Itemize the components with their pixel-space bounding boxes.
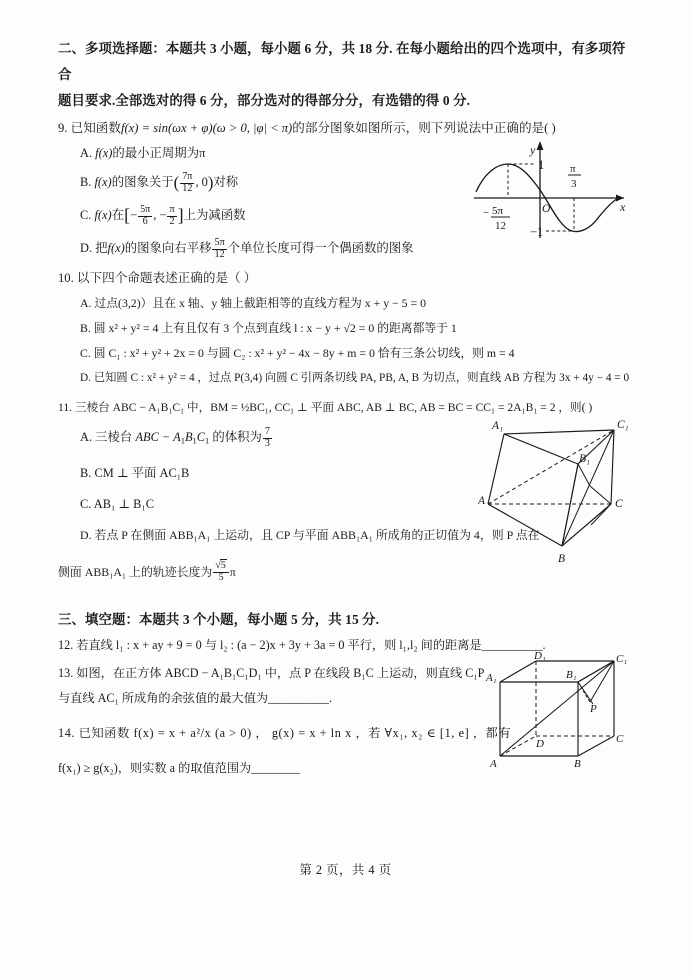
question-9-stem-suffix: 的部分图象如图所示，则下列说法中正确的是( ) bbox=[292, 121, 556, 135]
q11-option-a-b: B bbox=[184, 430, 193, 445]
question-13-number: 13. bbox=[58, 665, 74, 680]
right-tick-numerator: π bbox=[570, 163, 576, 175]
question-12-number: 12. bbox=[58, 637, 74, 652]
q11-option-d-label: D. bbox=[80, 527, 92, 542]
q11-option-d-tail: π bbox=[229, 564, 236, 579]
question-14-number: 14. bbox=[58, 725, 76, 740]
q11-option-d-line-2-text: 侧面 ABB₁A₁ 上的轨迹长度为 bbox=[58, 564, 213, 579]
q11-option-d-fraction: $\frac{√5}{5}$ bbox=[213, 561, 229, 583]
option-c-text: 在 bbox=[111, 208, 125, 222]
q11-option-c-text: AB₁ ⊥ B₁C bbox=[93, 496, 155, 511]
section-2-heading-line-1: 二、多项选择题：本题共 3 小题，每小题 6 分，共 18 分. 在每小题给出的四个选项中，有多项符合 bbox=[58, 41, 626, 82]
question-14-text-line-2: f(x₁) ≥ g(x₂)，则实数 a 的取值范围为________ bbox=[58, 760, 300, 775]
question-9-number: 9. bbox=[58, 121, 68, 135]
q11-option-b-label: B. bbox=[80, 465, 92, 480]
figure-sine-curve bbox=[468, 126, 640, 242]
option-a-text: 的最小正周期为 bbox=[112, 146, 200, 160]
question-9-stem-body: f(x) = sin(ωx + φ)(ω > 0, |φ| < π) bbox=[120, 121, 293, 135]
q11-sub-2: 1 bbox=[192, 435, 197, 446]
option-a-label: A. bbox=[80, 146, 93, 160]
q11-option-a-abc: ABC − A bbox=[135, 430, 181, 445]
question-10-option-a bbox=[58, 291, 638, 316]
sine-curve-svg bbox=[468, 126, 640, 242]
option-b-label: B. bbox=[80, 175, 92, 189]
vertex-c-label: C bbox=[616, 733, 624, 745]
q10-option-d-text: 已知圆 C : x² + y² = 4 ，过点 P(3,4) 向圆 C 引两条切线 PA, PB, A, B 为切点，则直线 AB 方程为 3x + 4y − 4 = 0 bbox=[93, 372, 630, 385]
question-10-stem-text: 以下四个命题表述正确的是（ ） bbox=[76, 271, 257, 286]
q10-option-d-label: D. bbox=[80, 372, 91, 385]
vertex-a-label: A bbox=[478, 495, 486, 507]
vertex-a1-label: A₁ bbox=[492, 420, 504, 432]
option-b-point: ( bbox=[173, 173, 180, 192]
option-d-fraction: $\frac{5\pi}{12}$ bbox=[214, 237, 225, 261]
q11-option-a-label: A. bbox=[80, 430, 93, 445]
option-b-fx: f(x) bbox=[94, 175, 112, 189]
option-d-label: D. bbox=[80, 241, 93, 256]
option-b-suffix: 对称 bbox=[213, 175, 239, 189]
option-d-text-a: 把 bbox=[95, 241, 108, 256]
option-a-fx: f(x) bbox=[95, 146, 113, 160]
q10-option-b-text: 圆 x² + y² = 4 上有且仅有 3 个点到直线 l : x − y + √2 = 0 的距离都等于 1 bbox=[93, 321, 457, 336]
max-value-label: 1 bbox=[538, 158, 545, 172]
question-13-text-line-1: 如图，在正方体 ABCD − A₁B₁C₁D₁ 中，点 P 在线段 B₁C 上运动，则直线 C₁P bbox=[76, 665, 485, 680]
question-10-option-b bbox=[58, 316, 638, 341]
option-c-bracket-close: ] bbox=[177, 205, 184, 226]
option-c-fx: f(x) bbox=[94, 208, 112, 222]
question-10-option-c bbox=[58, 341, 638, 366]
right-tick-denominator: 3 bbox=[571, 178, 577, 190]
left-tick-denominator: 12 bbox=[495, 220, 506, 232]
option-c-bracket-open: [ bbox=[124, 205, 131, 226]
question-10-stem bbox=[58, 266, 638, 291]
vertex-a-label: A bbox=[490, 758, 497, 770]
min-value-label: −1 bbox=[530, 225, 544, 239]
section-3-heading: 三、填空题：本题共 3 个小题，每小题 5 分，共 15 分. bbox=[58, 611, 380, 627]
vertex-c1-label: C₁ bbox=[616, 653, 628, 665]
q10-option-c-text: 圆 C₁ : x² + y² + 2x = 0 与圆 C₂ : x² + y² − 4x − 8y + m = 0 恰有三条公切线，则 m = 4 bbox=[93, 346, 515, 361]
q11-option-a-text-e: 的体积为 bbox=[209, 430, 262, 445]
sqrt-icon: √5 bbox=[215, 560, 226, 572]
q11-sub-1: 1 bbox=[180, 435, 185, 446]
question-11-stem-text: 三棱台 ABC − A₁B₁C₁ 中，BM = ½BC₁, CC₁ ⊥ 平面 ABC, AB ⊥ BC, AB = BC = CC₁ = 2A₁B₁ = 2 ，则( ) bbox=[74, 401, 593, 415]
cube-svg bbox=[478, 652, 638, 770]
q11-option-a-text-a: 三棱台 bbox=[95, 430, 136, 445]
vertex-d-label: D bbox=[536, 738, 544, 750]
vertex-b-label: B bbox=[574, 758, 581, 770]
figure-cube bbox=[478, 652, 638, 770]
option-d-text-d: 个单位长度可得一个偶函数的图象 bbox=[227, 241, 414, 256]
option-d-fx: f(x) bbox=[107, 241, 125, 256]
question-11-number: 11. bbox=[58, 401, 73, 415]
q11-option-b-text: CM ⊥ 平面 AC₁B bbox=[94, 465, 190, 480]
vertex-b1-label: B₁ bbox=[566, 669, 577, 681]
question-12-text: 若直线 l₁ : x + ay + 9 = 0 与 l₂ : (a − 2)x + 3y + 3a = 0 平行，则 l₁,l₂ 间的距离是__________. bbox=[76, 637, 546, 652]
option-c-frac-right: $\frac{\pi}{2}$ bbox=[169, 204, 175, 227]
vertex-d1-label: D₁ bbox=[534, 652, 546, 662]
q11-option-a-c: C bbox=[196, 430, 206, 445]
option-b-point-tail: , 0 bbox=[195, 175, 208, 189]
question-10-option-d bbox=[58, 366, 638, 391]
axis-y-label: y bbox=[530, 143, 536, 157]
option-c-suffix: 上为减函数 bbox=[183, 208, 246, 222]
q11-option-a-fraction: $\frac{7}{3}$ bbox=[264, 426, 270, 450]
option-d-text-c: 的图象向右平移 bbox=[124, 241, 212, 256]
q11-option-d-line-1: 若点 P 在侧面 ABB₁A₁ 上运动，且 CP 与平面 ABB₁A₁ 所成角的正切值为 4，则 P 点在 bbox=[94, 527, 540, 542]
question-10-number: 10. bbox=[58, 271, 74, 286]
q10-option-a-text: 过点(3,2)）且在 x 轴、y 轴上截距相等的直线方程为 x + y − 5 = 0 bbox=[94, 296, 427, 311]
page-footer: 第 2 页，共 4 页 bbox=[299, 863, 392, 877]
q10-option-c-label: C. bbox=[80, 346, 91, 361]
q10-option-a-label: A. bbox=[80, 296, 92, 311]
q11-option-c-label: C. bbox=[80, 496, 92, 511]
figure-triangular-frustum bbox=[478, 412, 638, 577]
q10-option-b-label: B. bbox=[80, 321, 91, 336]
axis-x-label: x bbox=[620, 200, 626, 214]
question-13-text-line-2: 与直线 AC₁ 所成角的余弦值的最大值为__________. bbox=[58, 690, 333, 705]
option-b-text: 的图象关于 bbox=[111, 175, 174, 189]
vertex-c1-label: C₁ bbox=[617, 419, 629, 431]
option-c-label: C. bbox=[80, 208, 92, 222]
option-c-frac-left: $\frac{5\pi}{6}$ bbox=[140, 204, 151, 227]
left-tick-sign: − bbox=[483, 207, 490, 219]
option-b-point-close: ) bbox=[207, 173, 214, 192]
vertex-b-label: B bbox=[558, 553, 566, 565]
section-2-heading-line-2: 题目要求.全部选对的得 6 分，部分选对的得部分分，有选错的得 0 分. bbox=[58, 93, 471, 108]
q11-sub-3: 1 bbox=[205, 435, 210, 446]
origin-label: O bbox=[542, 203, 551, 215]
question-9-stem-prefix: 已知函数 bbox=[70, 121, 121, 135]
question-9-option-c: C. f(x)在[− $\frac{5\pi}{6}$ , − $\frac{\pi}{2}$ ]上为减函数 bbox=[80, 204, 246, 227]
point-p-label: P bbox=[590, 703, 597, 715]
left-tick-numerator: 5π bbox=[492, 205, 504, 217]
vertex-b1-label: B₁ bbox=[579, 453, 591, 465]
frustum-svg bbox=[478, 412, 638, 577]
vertex-a1-label: A₁ bbox=[486, 672, 497, 684]
vertex-c-label: C bbox=[615, 498, 623, 510]
option-b-fraction: $\frac{7\pi}{12}$ bbox=[182, 171, 193, 194]
question-14-text-line-1: 已知函数 f(x) = x + a²/x (a > 0) ， g(x) = x + ln x ，若 ∀x₁, x₂ ∈ [1, e] ，都有 bbox=[78, 725, 512, 740]
option-a-pi: π bbox=[199, 146, 206, 160]
